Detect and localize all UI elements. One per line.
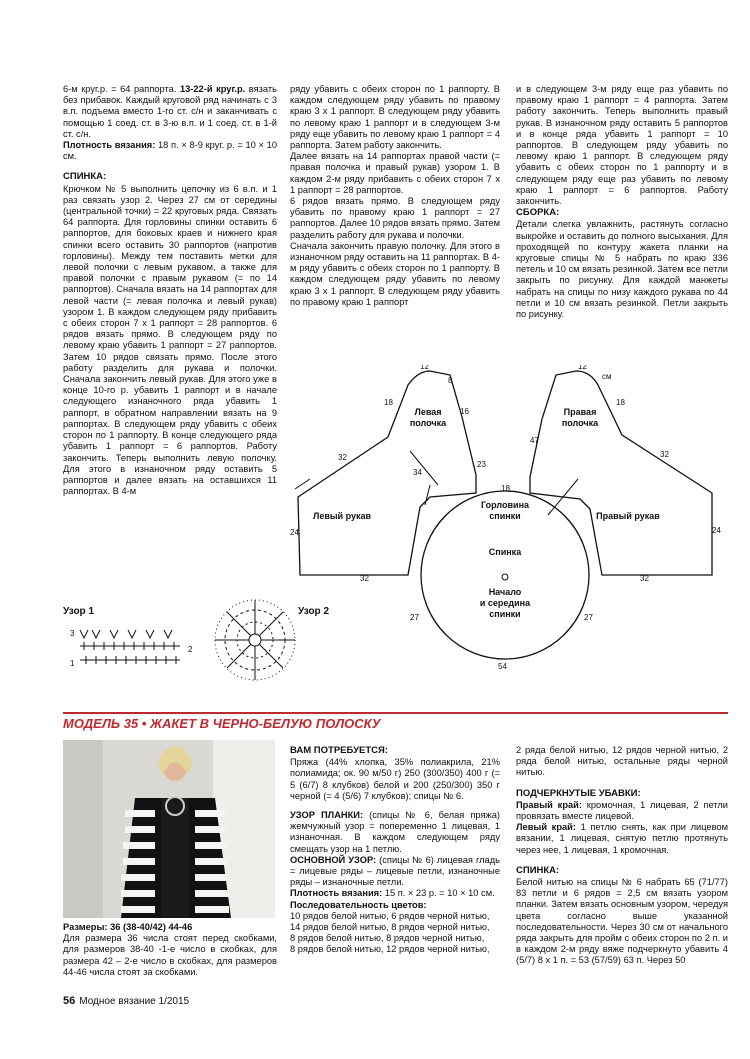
col2-text-4: Сначала закончить правую полочку. Для этого в изнаночном ряду оставить на 11 раппортах. В 4-м ряду убавить с обеих сторон по 1 раппорту. В каждом следующем ряду убавить по левому краю 3 x 1 раппорт. В следующем ряду убавить по правому краю 1 раппорт: [290, 240, 500, 307]
col2-text-2: Далее вязать на 14 раппортах правой части (= правая полочка и правый рукав) узором 1. В каждом 2-м ряду прибавить с обеих сторон 7 x 1 раппорт = 28 раппортов.: [290, 151, 500, 195]
col6-text: 2 ряда белой нитью, 12 рядов черной нитью, 2 ряда белой нитью, остальные ряды черной нитью.: [516, 745, 728, 778]
dim-label: 8: [448, 376, 453, 385]
neckline-label-1: Горловина: [480, 500, 530, 510]
planka-text: (спицы № 6, белая пряжа) жемчужный узор = попеременно 1 лицевая, 1 изнаночная. В каждом следующем ряду смещать узор на 1 петлю.: [290, 810, 501, 854]
row-number: 3: [70, 629, 75, 638]
left-edge-label: Левый край:: [516, 822, 576, 833]
sequence-line: 10 рядов белой нитью, 6 рядов черной нитью,: [290, 910, 490, 921]
text-column-3: [516, 84, 728, 320]
text-column-5: [290, 745, 500, 956]
density-paragraph: [290, 888, 500, 899]
intro-text-c: вязать без прибавок. Каждый круговой ряд начинать с 3 в.п. подъема вместо 1-го ст. с/н и заканчивать с помощью 1 соед. ст. в 3-ю в.п. и 1 соед. ст. в 1-й ст. с/н.: [63, 84, 277, 139]
left-front-label-2: полочка: [409, 418, 447, 428]
center-label-3: спинки: [489, 609, 521, 619]
spinka2-heading: СПИНКА:: [516, 864, 560, 876]
right-front-label-1: Правая: [563, 407, 597, 417]
ubavki-heading: ПОДЧЕРКНУТЫЕ УБАВКИ:: [516, 787, 641, 799]
spinka-text: Крючком № 5 выполнить цепочку из 6 в.п. и 1 раз связать узор 2. Через 27 см от середины (центральной точки) = 22 круговых ряда. Связать 64 раппорта. Для горловины спинки оставить 6 раппортов, для боковых краев и нижнего края спинки всего оставить 30 раппортов (напротив горловины). Между тем поставить метки для левой полочки с левым рукавом, а также для правой полочки с правым рукавом (= по 14 раппортов). Сначала вязать на 14 раппортах для левой части (= левая полочка и левый рукав) узором 1. В каждом следующем ряду прибавить с обеих сторон 7 x 1 раппорт = 28 раппортов. 6 рядов вязать прямо. В следующем ряду по левому краю убавить 1 раппорт = 27 раппортов. Затем 10 рядов связать прямо. После этого работу разделить для рукава и полочки. Сначала закончить левый рукав. Для этого уже в конце 10-го р. убавить 1 раппорт и в начале следующего изнаночного ряда убавить 1 раппорт, в обратном направлении вязать на 9 раппортах. В следующем ряду убавить с обеих сторон по 1 раппорту. В конце следующего ряда убавить 1 раппорт = 6 раппортов. Работу закончить. Теперь выполнить левую полочку. Для этого в изнаночном ряду оставить 5 раппортов и далее вязать на оставшихся 11 раппортах. В 4-м: [63, 183, 277, 497]
spinka-heading: СПИНКА:: [63, 171, 107, 183]
left-edge-paragraph: [516, 822, 728, 856]
model-header: [63, 712, 728, 734]
sizes-value: 36 (38-40/42) 44-46: [107, 922, 193, 932]
right-edge-text: кромочная, 1 лицевая, 2 петли провязать вместе лицевой.: [516, 799, 728, 822]
dim-label: 34: [413, 468, 422, 477]
sizes-label: Размеры:: [63, 922, 108, 932]
uzor1-label: Узор 1: [63, 606, 95, 617]
sequence-line: 8 рядов белой нитью, 12 рядов черной нитью,: [290, 944, 490, 955]
page-number: 56: [63, 995, 76, 1007]
text-column-1: [63, 84, 277, 497]
right-edge-paragraph: [516, 800, 728, 822]
spinka2-text: Белой нитью на спицы № 6 набрать 65 (71/77) 83 петли и 6 рядов = 2,5 см вязать узором планки. Затем вязать основным узором, чередуя цвета согласно выше указанной последовательности. Через 30 см от начального ряда закрыть для пройм с обеих сторон по 2 п. и в каждом 2-м ряду вяже подчеркнуто убавить 4 (5/7) 8 x 1 п. = 53 (57/59) 63 п. Через 50: [516, 877, 728, 966]
col3-text: и в следующем 3-м ряду еще раз убавить по правому краю 1 раппорт = 4 раппорта. Затем работу закончить. Теперь выполнить правый рукав. В изнаночном ряду оставить 5 раппортов и в конце ряда убавить 1 раппорт = 10 раппортов. В следующем ряду убавить по левому краю 1 раппорт. В следующем ряду убавить с обеих сторон по 1 раппорту и в следующем ряду еще раз убавить по левому краю 1 раппорт = 6 раппортов. Работу закончить.: [516, 84, 728, 207]
sborka-text: Детали слегка увлажнить, растянуть согласно выкройке и оставить до полного высыхания. Для проходящей по контуру жакета планки на круговые спицы № 5 набрать по краю 336 петель и 10 см вязать резинкой. Затем все петли закрыть по рисунку. Для каждой манжеты набрать на спицы по низу каждого рукава по 44 петли и 10 см вязать резинкой. Петли закрыть по рисунку.: [516, 219, 728, 320]
sborka-heading: СБОРКА:: [516, 207, 560, 219]
dim-label: 32: [338, 453, 347, 462]
density-text: 18 п. × 8-9 круг. р. = 10 × 10 см.: [63, 140, 277, 162]
dim-label: 18: [616, 398, 625, 407]
main-pattern-paragraph: [290, 855, 500, 889]
density-label: Плотность вязания:: [63, 140, 156, 151]
left-sleeve-label: Левый рукав: [313, 511, 371, 521]
dim-label: 12: [578, 365, 587, 371]
intro-paragraph: [63, 84, 277, 140]
left-edge-text: 1 петлю снять, как при лицевом вязании, 1 лицевая, снятую петлю протянуть через нее, 1 лицевая, 1 кромочная.: [516, 822, 728, 855]
pattern-schematic-diagram: [280, 365, 730, 685]
uzor1-chart: [70, 620, 200, 670]
dim-label: 27: [584, 613, 593, 622]
left-front-label-1: Левая: [414, 407, 442, 417]
density-label: Плотность вязания:: [290, 888, 383, 899]
intro-text-a: 6-м круг.р. = 64 раппорта.: [63, 84, 180, 94]
col2-text-3: 6 рядов вязать прямо. В следующем ряду убавить по правому краю 1 раппорт = 27 раппортов. Далее 10 рядов вязать прямо. Затем разделить работу для рукава и полочки.: [290, 196, 500, 240]
magazine-name: Модное вязание 1/2015: [79, 996, 190, 1007]
main-pattern-label: ОСНОВНОЙ УЗОР:: [290, 854, 377, 865]
sequence-line: 8 рядов белой нитью, 8 рядов черной нитью,: [290, 933, 485, 944]
text-column-6: [516, 745, 728, 967]
dim-label: 32: [360, 574, 369, 583]
page-footer: [63, 995, 189, 1007]
dim-label: 32: [660, 450, 669, 459]
dim-label: 12: [420, 365, 429, 371]
dim-label: 47: [530, 436, 539, 445]
center-point: [502, 574, 508, 580]
main-pattern-text: (спицы № 6) лицевая гладь = лицевые ряды – лицевые петли, изнаночные ряды – изнаночные петли.: [290, 854, 500, 888]
dim-label: 24: [712, 526, 721, 535]
model-photo-illustration: [63, 740, 275, 918]
back-label: Спинка: [488, 547, 522, 557]
sizes-block: [63, 922, 277, 978]
dim-label: 18: [501, 484, 510, 493]
center-label-1: Начало: [488, 587, 522, 597]
dim-label: 18: [384, 398, 393, 407]
model-photo: [63, 740, 275, 918]
sizes-text: Для размера 36 числа стоят перед скобками, для размеров 38-40 -1-е число в скобках, для размера 42 – 2-е число в скобках, для размеров 44-46 числа стоят за скобками.: [63, 933, 277, 977]
dim-label: 24: [290, 528, 299, 537]
right-edge-label: Правый край:: [516, 799, 582, 810]
center-label-2: и середина: [479, 598, 531, 608]
right-front-label-2: полочка: [561, 418, 599, 428]
planka-paragraph: [290, 810, 500, 855]
row-number: 2: [188, 645, 193, 654]
neckline-label-2: спинки: [489, 511, 521, 521]
uzor2-label: Узор 2: [298, 606, 330, 617]
dim-label: 27: [410, 613, 419, 622]
dim-label: 23: [477, 460, 486, 469]
uzor2-chart: [210, 595, 300, 685]
sequence-line: 14 рядов белой нитью, 8 рядов черной нитью,: [290, 922, 490, 933]
need-text: Пряжа (44% хлопка, 35% полиакрила, 21% полиамида; ок. 90 м/50 г) 250 (300/350) 400 г (= 5 (6/7) 8 клубков) белой и 200 (250/300) 350 г черной (= 4 (5/6) 7 клубков); спицы № 6.: [290, 757, 500, 801]
sizes-line: [63, 922, 277, 933]
model-title: МОДЕЛЬ 35 • ЖАКЕТ В ЧЕРНО-БЕЛУЮ ПОЛОСКУ: [63, 716, 381, 731]
dim-label: см: [602, 372, 612, 381]
dim-label: 16: [460, 407, 469, 416]
density-paragraph: [63, 140, 277, 162]
intro-text-b: 13-22-й круг.р.: [179, 84, 246, 94]
sequence-label: Последовательность цветов:: [290, 899, 427, 910]
right-sleeve-label: Правый рукав: [596, 511, 660, 521]
planka-label: УЗОР ПЛАНКИ:: [290, 810, 364, 821]
need-heading: ВАМ ПОТРЕБУЕТСЯ:: [290, 745, 388, 756]
density-text: 15 п. × 23 р. = 10 × 10 см.: [382, 888, 495, 899]
dim-label: 54: [498, 662, 507, 671]
row-number: 1: [70, 659, 75, 668]
dim-label: 32: [640, 574, 649, 583]
text-column-2: [290, 84, 500, 308]
col2-text-1: ряду убавить с обеих сторон по 1 раппорту. В каждом следующем ряду убавить по правому краю 3 x 1 раппорт. В следующем ряду убавить по левому краю 1 раппорт и в следующем 3-м ряду еще убавить по левому краю 1 раппорт = 4 раппорта. Затем работу закончить.: [290, 84, 500, 151]
